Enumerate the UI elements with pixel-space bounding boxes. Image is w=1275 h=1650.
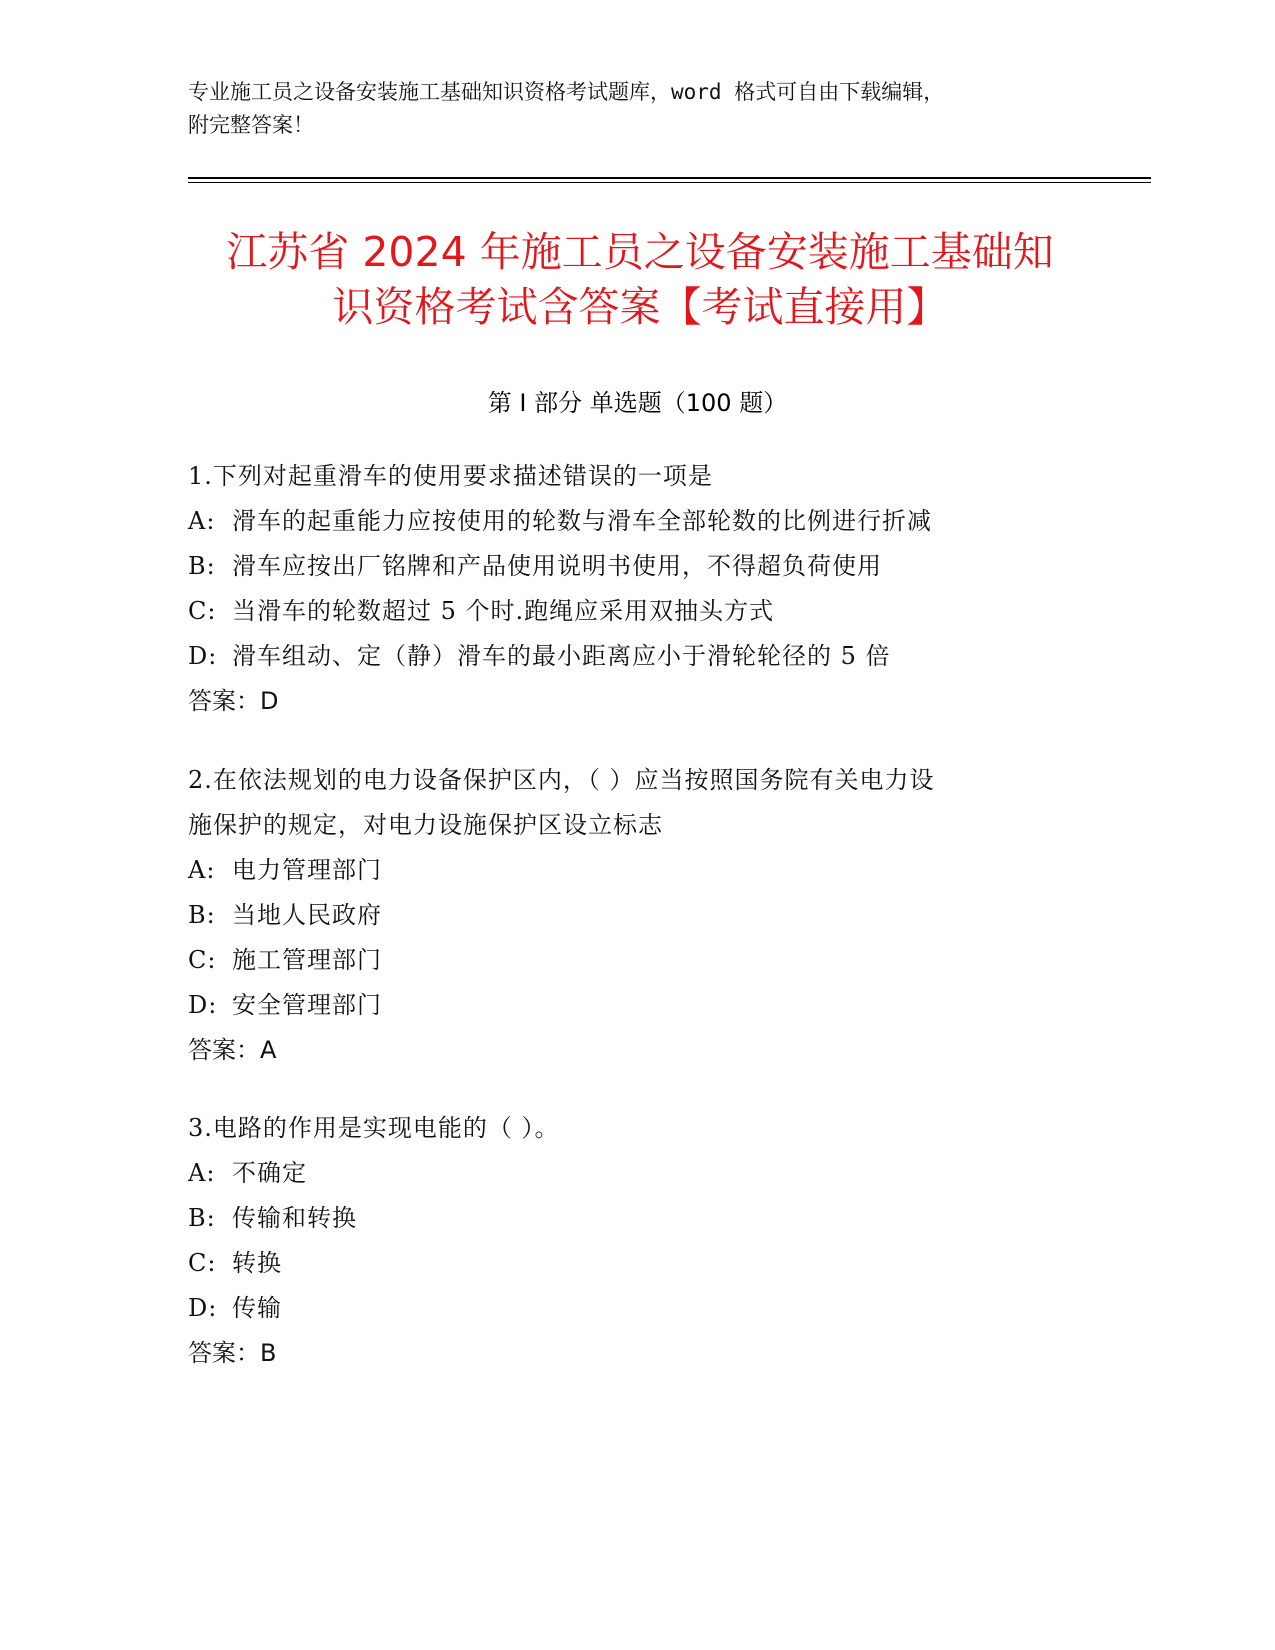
option-b: [188, 1196, 1088, 1241]
answer: 答案：B: [188, 1339, 277, 1367]
option-text: 当滑车的轮数超过 5 个时.跑绳应采用双抽头方式: [232, 597, 775, 625]
option-letter: A:: [188, 1159, 216, 1187]
answer: 答案：D: [188, 687, 279, 715]
option-text: 转换: [232, 1249, 282, 1277]
option-text: 滑车的起重能力应按使用的轮数与滑车全部轮数的比例进行折减: [232, 507, 932, 535]
question-stem-continued: 施保护的规定，对电力设施保护区设立标志: [188, 811, 663, 839]
option-text: 不确定: [232, 1159, 307, 1187]
answer: 答案：A: [188, 1036, 277, 1064]
header-note-line-2: 附完整答案！: [188, 113, 314, 137]
header-divider-thin: [188, 182, 1151, 183]
option-text: 安全管理部门: [232, 991, 382, 1019]
option-text: 滑车组动、定（静）滑车的最小距离应小于滑轮轮径的 5 倍: [232, 642, 891, 670]
option-text: 当地人民政府: [232, 901, 382, 929]
option-letter: C:: [188, 597, 217, 625]
option-letter: C:: [188, 1249, 217, 1277]
option-b: [188, 893, 1088, 938]
option-d: [188, 1286, 1088, 1331]
option-letter: D:: [188, 1294, 218, 1322]
option-letter: D:: [188, 642, 218, 670]
question-2: [188, 758, 1088, 1073]
option-a: [188, 499, 1088, 544]
option-letter: D:: [188, 991, 218, 1019]
header-divider-thick: [188, 177, 1151, 179]
option-letter: C:: [188, 946, 217, 974]
header-note-line-1: 专业施工员之设备安装施工基础知识资格考试题库，word 格式可自由下载编辑，: [188, 80, 945, 104]
option-c: [188, 1241, 1088, 1286]
document-title: [190, 225, 1090, 335]
option-c: [188, 589, 1088, 634]
option-letter: B:: [188, 901, 216, 929]
option-a: [188, 848, 1088, 893]
option-text: 传输: [232, 1294, 282, 1322]
option-text: 滑车应按出厂铭牌和产品使用说明书使用，不得超负荷使用: [232, 552, 882, 580]
option-c: [188, 938, 1088, 983]
question-3: [188, 1106, 1088, 1376]
question-1: [188, 454, 1088, 724]
question-stem: 2.在依法规划的电力设备保护区内，（ ）应当按照国务院有关电力设: [188, 766, 935, 794]
option-b: [188, 544, 1088, 589]
document-title-line-1: 江苏省 2024 年施工员之设备安装施工基础知: [226, 228, 1054, 276]
option-text: 传输和转换: [232, 1204, 357, 1232]
option-d: [188, 634, 1088, 679]
option-letter: B:: [188, 552, 216, 580]
option-letter: A:: [188, 856, 216, 884]
question-stem: 3.电路的作用是实现电能的（ ）。: [188, 1114, 560, 1142]
option-text: 施工管理部门: [232, 946, 382, 974]
option-letter: A:: [188, 507, 216, 535]
document-title-line-2: 识资格考试含答案【考试直接用】: [332, 283, 948, 331]
question-stem: 1.下列对起重滑车的使用要求描述错误的一项是: [188, 462, 713, 490]
option-text: 电力管理部门: [232, 856, 382, 884]
option-d: [188, 983, 1088, 1028]
header-note: [188, 76, 1068, 142]
option-letter: B:: [188, 1204, 216, 1232]
section-heading: 第 I 部分 单选题（100 题）: [487, 389, 788, 417]
option-a: [188, 1151, 1088, 1196]
